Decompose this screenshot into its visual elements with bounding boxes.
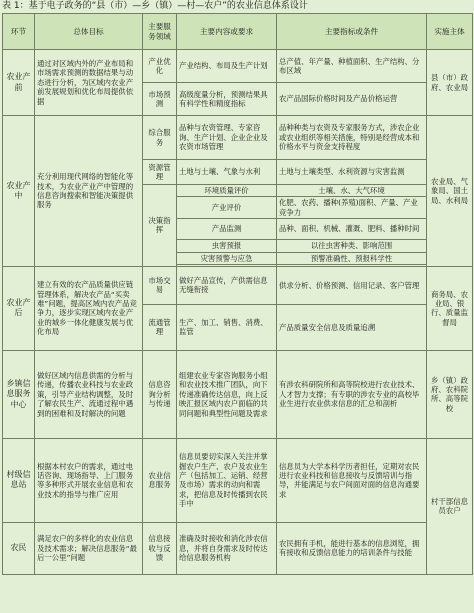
index-cell: 供求分析、价格预测、信用记录、客户管理	[277, 266, 427, 304]
index-cell: 化肥、农药、播种(养殖)面积、产量、产业竞争力	[277, 197, 427, 219]
org-cell: 县（市）政府、农业局	[427, 50, 473, 116]
content-cell: 组建农业专家咨询服务小组和农业技术推广团队，向下传递准确传达信息，向上反映汇报区域内农户面临的共同问题和典型性问题及需求	[177, 350, 277, 438]
org-cell: 村干部信息员农户	[427, 438, 473, 574]
header-goal: 总体目标	[35, 14, 143, 50]
stage-cell: 农业产后	[3, 266, 35, 350]
index-cell: 总产值、年产量、种植面积、生产结构、分布区域	[277, 50, 427, 83]
table-row	[3, 522, 473, 574]
content-cell: 信息员要切实深入关注并掌握农户生产、农户及农业生产（包括加工、运销、经营及市场）需求的动向和需求，把信息及时传播到农民手中	[177, 438, 277, 522]
goal-cell: 充分利用现代网络的智能化等技术，为农业产业产中管理的信息咨询搜索和智能决策提供服务	[35, 116, 143, 267]
header-row	[3, 14, 473, 50]
header-index: 主要指标或条件	[277, 14, 427, 50]
content-cell: 产业结构、布局及生产计划	[177, 50, 277, 83]
stage-cell: 村级信息站	[3, 438, 35, 522]
org-cell: 农业局、气象局、国土局、水利局	[427, 116, 473, 267]
content-cell: 品种与农资管理、专家咨询、生产计划、企业企业及农资市场管理	[177, 116, 277, 160]
org-cell: 乡（镇）政府、农科院所、高等院校	[427, 350, 473, 438]
index-cell: 预警准确性、预报科学性	[277, 252, 427, 264]
goal-cell: 根据本村农户的需求，通过电话咨询、现场指导、上门服务等多种形式开展农业信息和农业技术的指导与推广应用	[35, 438, 143, 522]
index-cell: 有涉农科研院所和高等院校进行农业技术、人才智力支撑；有专职的涉农专业的高校毕业生进行农业供求信息的汇总和剖析	[277, 350, 427, 438]
service-cell: 信息接收与反馈	[143, 522, 177, 574]
goal-cell: 做好区域内信息供需的分析与传递，传播农业科技与农业政策，引导产业结构调整，及时了解农民生产、流通过程中遇到的困难和及时解决的问题	[35, 350, 143, 438]
table-row	[3, 50, 473, 83]
index-cell: 品种种类与农资及专家服务方式，涉农企业或农业组织等相关措施，特别是经营成本和价格水平与资金支持程度	[277, 116, 427, 160]
goal-cell: 建立有效的农产品质量供应链管理体系，解决农产品“买卖难”问题，提高区域内农产品竞争力，逐步实现区域内农业产业的城乡一体化健康发展与优化布局	[35, 266, 143, 350]
info-system-table	[2, 13, 473, 575]
service-cell: 市场预测	[143, 83, 177, 116]
goal-cell: 通过对区域内外的产业布局和市场需求预测的数据结果与动态进行分析，为区域内农业产前发展规划和优化布局提供依据	[35, 50, 143, 116]
index-cell: 土地与土壤类型、水利资源与灾害监测	[277, 160, 427, 185]
header-service: 主要服务领域	[143, 14, 177, 50]
index-cell: 农民拥有手机，能进行基本的信息浏览，拥有接收和反馈信息能力的培训条件与技能	[277, 522, 427, 574]
content-cell: 土地与土壤、气象与水利	[177, 160, 277, 185]
content-cell: 准确及时接收和消化涉农信息，并将自身需求及时传达给信息服务机构	[177, 522, 277, 574]
index-cell: 品种、面积、机械、灌溉、肥料、播种时间	[277, 219, 427, 240]
stage-cell: 农民	[3, 522, 35, 574]
service-cell: 流通管理	[143, 304, 177, 350]
service-cell: 农业信息服务	[143, 438, 177, 522]
service-cell: 综合服务	[143, 116, 177, 160]
content-cell: 做好产品宣传，产供需信息无缝衔接	[177, 266, 277, 304]
service-cell: 产业优化	[143, 50, 177, 83]
table-row	[3, 116, 473, 160]
table-caption: 表 1：基于电子政务的“县（市）—乡（镇）—村—农户”的农业信息体系设计	[2, 1, 308, 11]
table-row	[3, 350, 473, 438]
content-cell: 高级度量分析，预测结果具有科学性和精度指标	[177, 83, 277, 116]
content-cell: 灾害预警与应急	[177, 252, 277, 264]
org-cell: 商务局、农业局、银行、质量监督局	[427, 266, 473, 350]
header-org: 实施主体	[427, 14, 473, 50]
goal-cell: 满足农户的多样化的农业信息及技术需求；解决信息服务“最后一公里”问题	[35, 522, 143, 574]
header-stage: 环节	[3, 14, 35, 50]
stage-cell: 农业产前	[3, 50, 35, 116]
index-cell: 农产品国际价格时间及产品价格运营	[277, 83, 427, 116]
table-row	[3, 438, 473, 522]
service-cell: 市场交易	[143, 266, 177, 304]
index-cell: 以往虫害种类、影响范围	[277, 240, 427, 252]
content-cell: 产业评价	[177, 197, 277, 219]
index-cell: 产品质量安全信息及质量追溯	[277, 304, 427, 350]
service-cell: 决策指挥	[143, 185, 177, 267]
header-content: 主要内容或要求	[177, 14, 277, 50]
service-cell: 信息咨询分析与传递	[143, 350, 177, 438]
stage-cell: 农业产中	[3, 116, 35, 267]
content-cell: 环境质量评价	[177, 185, 277, 197]
service-cell: 资源管理	[143, 160, 177, 185]
index-cell: 土壤、水、大气环境	[277, 185, 427, 197]
index-cell: 信息员为大学本科学历者担任，定期对农民进行农业科技和信息接收与反馈培训与指导，并能满足与农户间面对面的信息沟通要求	[277, 438, 427, 522]
content-cell: 虫害预报	[177, 240, 277, 252]
content-cell: 生产、加工、销售、消费、监管	[177, 304, 277, 350]
content-cell: 产品监测	[177, 219, 277, 240]
stage-cell: 乡镇信息服务中心	[3, 350, 35, 438]
table-row	[3, 266, 473, 304]
